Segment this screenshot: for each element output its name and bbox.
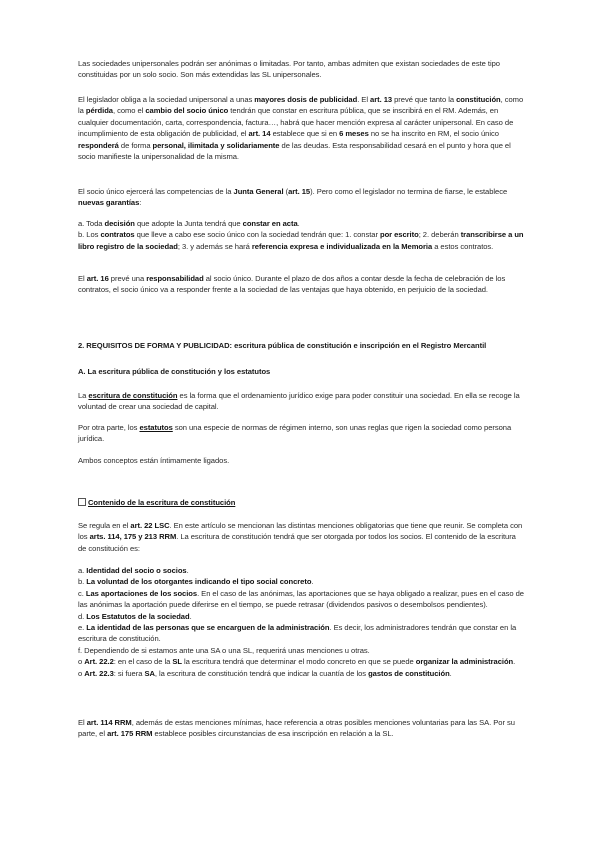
paragraph-garantias-list: a. Toda decisión que adopte la Junta tendrá que constar en acta. b. Los contratos que lleve a cabo ese socio único con la sociedad tendrán que: 1. constar por escrito; 2. deberán transcribirse a un libro registro de la sociedad; 3. y además se hará referencia expresa e individualizada en la Memoria a estos contratos.: [78, 219, 524, 251]
paragraph-art114: El art. 114 RRM, además de estas menciones mínimas, hace referencia a otras posibles menciones voluntarias para las SA. Por su parte, el art. 175 RRM establece posibles circunstancias de esa inscripción en relación a la SL.: [78, 718, 515, 739]
section-heading-2: 2. REQUISITOS DE FORMA Y PUBLICIDAD: escritura pública de constitución e inscripción en el Registro Mercantil: [78, 341, 487, 350]
list-item: o Art. 22.2: en el caso de la SL la escritura tendrá que determinar el modo concreto en que se puede organizar la administración.: [78, 657, 516, 667]
paragraph-junta-general: El socio único ejercerá las competencias de la Junta General (art. 15). Pero como el legislador no termina de fiarse, le establece nuevas garantías:: [78, 187, 508, 208]
paragraph-art22: Se regula en el art. 22 LSC. En este artículo se mencionan las distintas menciones obligatorias que tiene que reunir. Se completa con los arts. 114, 175 y 213 RRM. La escritura de constitución tendrá que ser otorgada por todos los socios. El contenido de la escritura de constitución es:: [78, 521, 523, 553]
paragraph-ligados: Ambos conceptos están íntimamente ligados.: [78, 456, 230, 465]
list-item: b. La voluntad de los otorgantes indicando el tipo social concreto.: [78, 577, 314, 587]
checkbox-bullet-icon: [78, 498, 86, 506]
paragraph-estatutos: Por otra parte, los estatutos son una especie de normas de régimen interno, son unas reglas que rigen la sociedad como persona jurídica.: [78, 423, 512, 444]
paragraph-publicidad: El legislador obliga a la sociedad unipersonal a unas mayores dosis de publicidad. El art. 13 prevé que tanto la constitución, como la pérdida, como el cambio del socio único tendrán que constar en escritura pública, que se inscribirá en el RM. Además, en cualquier documentación, carta, correspondencia, factura…, habrá que hacer mención expresa al carácter unipersonal. En caso de incumplimiento de esta obligación de publicidad, el art. 14 establece que si en 6 meses no se ha inscrito en RM, el socio único responderá de forma personal, ilimitada y solidariamente de las deudas. Esta responsabilidad cesará en el punto y hora que el socio manifieste la unipersonalidad de la misma.: [78, 95, 524, 162]
paragraph-escritura: La escritura de constitución es la forma que el ordenamiento jurídico exige para poder constituir una sociedad. En ella se recoge la voluntad de crear una sociedad de capital.: [78, 391, 520, 412]
paragraph-unipersonal-intro: Las sociedades unipersonales podrán ser anónimas o limitadas. Por tanto, ambas admiten que existan sociedades de este tipo constituidas por un solo socio. Son más extendidas las SL unipersonales.: [78, 59, 500, 80]
list-item: o Art. 22.3: si fuera SA, la escritura de constitución tendrá que indicar la cuantía de los gastos de constitución.: [78, 668, 452, 678]
contenido-list: [78, 565, 524, 679]
list-item: d. Los Estatutos de la sociedad.: [78, 611, 192, 621]
subsection-heading-a: A. La escritura pública de constitución y los estatutos: [78, 367, 271, 376]
content-subheading: Contenido de la escritura de constitución: [78, 497, 524, 508]
list-item: c. Las aportaciones de los socios. En el caso de las anónimas, las aportaciones que se haya obligado a realizar, pues en el caso de las anónimas la aportación puede diferirse en el tiempo, se puede retrasar (dividendos pasivos o desembolsos pendientes).: [78, 588, 524, 610]
paragraph-art16: El art. 16 prevé una responsabilidad al socio único. Durante el plazo de dos años a contar desde la fecha de celebración de los contratos, el socio único va a responder frente a la sociedad de las ventajas que haya obtenido, en perjuicio de la sociedad.: [78, 274, 506, 295]
list-item: a. Identidad del socio o socios.: [78, 566, 189, 575]
list-item: e. La identidad de las personas que se encarguen de la administración. Es decir, los administradores tendrán que constar en la escritura de constitución.: [78, 623, 517, 644]
list-item: f. Dependiendo de si estamos ante una SA o una SL, requerirá unas menciones u otras.: [78, 645, 370, 655]
